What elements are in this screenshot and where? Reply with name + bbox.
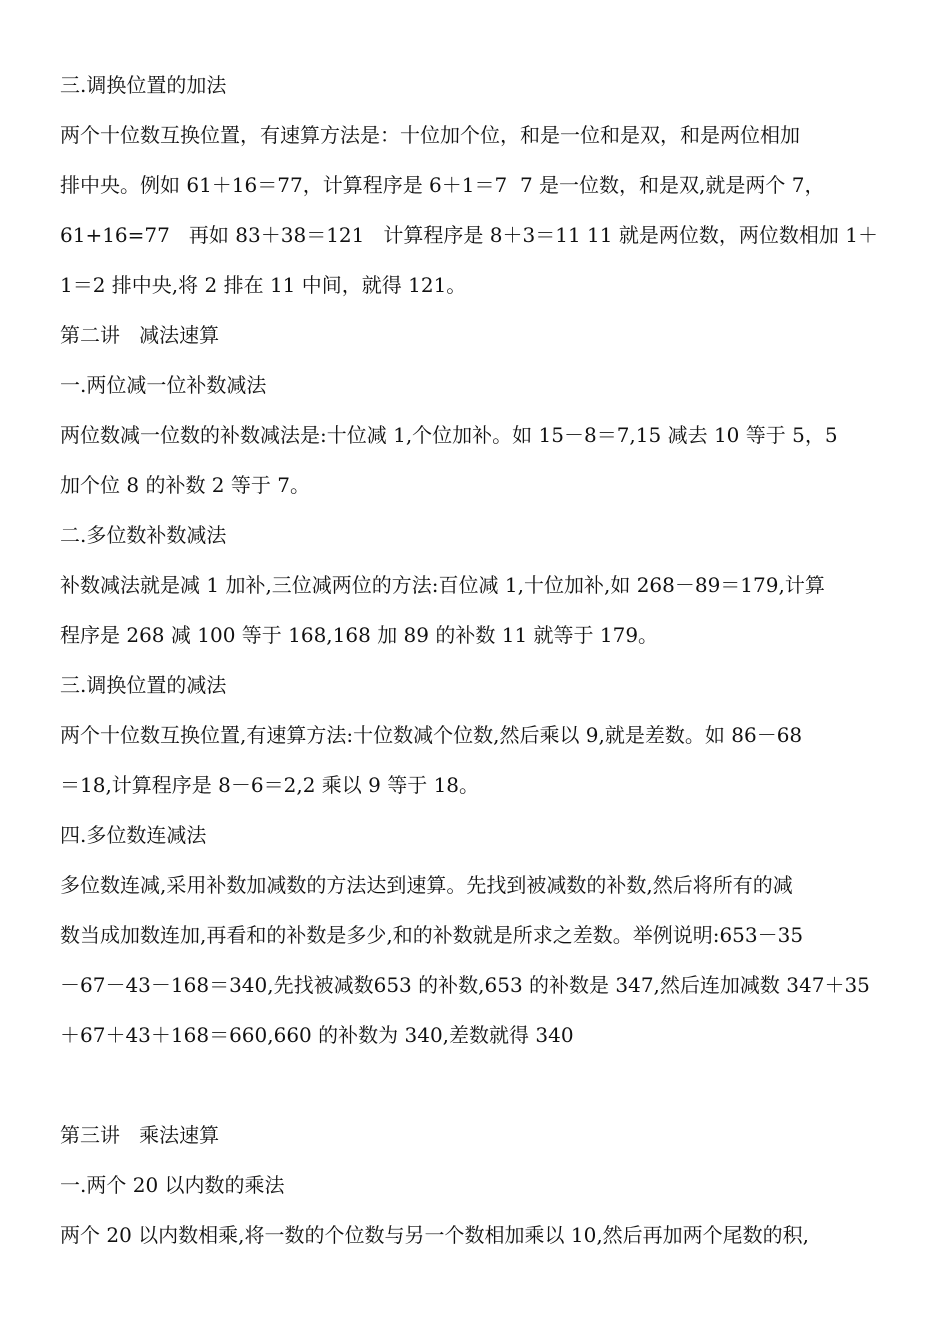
- paragraph-line: ＝18,计算程序是 8－6＝2,2 乘以 9 等于 18。: [60, 773, 480, 797]
- lecture-heading: 第二讲 减法速算: [60, 323, 220, 347]
- section-heading: 四.多位数连减法: [60, 823, 207, 847]
- section-heading: 三.调换位置的减法: [60, 673, 227, 697]
- blank-line: [60, 1060, 895, 1110]
- lecture-heading: 第三讲 乘法速算: [60, 1123, 220, 1147]
- paragraph-line: 排中央。例如 61＋16＝77，计算程序是 6＋1＝7 7 是一位数，和是双,就是两个 7，: [60, 173, 825, 197]
- paragraph-line: 两位数减一位数的补数减法是:十位减 1,个位加补。如 15－8＝7,15 减去 10 等于 5，5: [60, 423, 838, 447]
- paragraph-line: 数当成加数连加,再看和的补数是多少,和的补数就是所求之差数。举例说明:653－35: [60, 923, 804, 947]
- paragraph-line: 两个十位数互换位置,有速算方法:十位数减个位数,然后乘以 9,就是差数。如 86－68: [60, 723, 803, 747]
- paragraph-line: 1＝2 排中央,将 2 排在 11 中间，就得 121。: [60, 273, 467, 297]
- paragraph-line: 两个十位数互换位置，有速算方法是：十位加个位，和是一位和是双，和是两位相加: [60, 123, 800, 147]
- paragraph-line: 多位数连减,采用补数加减数的方法达到速算。先找到被减数的补数,然后将所有的减: [60, 873, 793, 897]
- paragraph-line: 61+16=77 再如 83＋38＝121 计算程序是 8＋3＝11 11 就是两位数，两位数相加 1＋: [60, 223, 878, 247]
- paragraph-line: ＋67＋43＋168＝660,660 的补数为 340,差数就得 340: [60, 1023, 574, 1047]
- section-heading: 一.两个 20 以内数的乘法: [60, 1173, 285, 1197]
- paragraph-line: －67－43－168＝340,先找被减数653 的补数,653 的补数是 347,然后连加减数 347＋35: [60, 973, 870, 997]
- section-heading: 一.两位减一位补数减法: [60, 373, 267, 397]
- section-heading: 三.调换位置的加法: [60, 73, 227, 97]
- paragraph-line: 加个位 8 的补数 2 等于 7。: [60, 473, 310, 497]
- paragraph-line: 程序是 268 减 100 等于 168,168 加 89 的补数 11 就等于 179。: [60, 623, 659, 647]
- document-page: [60, 60, 895, 1260]
- section-heading: 二.多位数补数减法: [60, 523, 227, 547]
- paragraph-line: 补数减法就是减 1 加补,三位减两位的方法:百位减 1,十位加补,如 268－89＝179,计算: [60, 573, 825, 597]
- paragraph-line: 两个 20 以内数相乘,将一数的个位数与另一个数相加乘以 10,然后再加两个尾数的积,: [60, 1223, 810, 1247]
